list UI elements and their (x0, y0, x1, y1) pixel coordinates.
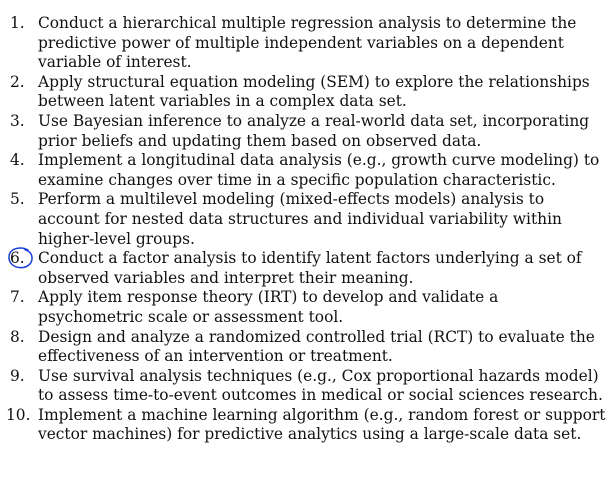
numbered-list (0, 14, 616, 445)
item-text: Implement a machine learning algorithm (e.g., random forest or support vector machines) for predictive analytics using a large-scale data set. (38, 405, 606, 444)
list-item-10 (0, 406, 616, 445)
item-text: Perform a multilevel modeling (mixed-effects models) analysis to account for nested data structures and individual variability within higher-level groups. (38, 190, 562, 248)
item-text: Apply item response theory (IRT) to develop and validate a psychometric scale or assessment tool. (38, 288, 499, 326)
list-item-1 (0, 14, 616, 73)
list-item-7 (0, 288, 616, 327)
item-number: 9. (10, 366, 25, 385)
item-number: 4. (10, 151, 25, 170)
list-item-2 (0, 73, 616, 112)
item-text: Apply structural equation modeling (SEM) to explore the relationships between latent variables in a complex data set. (38, 72, 590, 111)
list-item-6 (0, 249, 616, 288)
list-item-9 (0, 367, 616, 406)
item-text: Design and analyze a randomized controlled trial (RCT) to evaluate the effectiveness of an intervention or treatment. (38, 327, 595, 366)
list-item-3 (0, 112, 616, 151)
list-item-5 (0, 190, 616, 249)
item-text: Use survival analysis techniques (e.g., Cox proportional hazards model) to assess time-to-event outcomes in medical or social sciences research. (38, 366, 603, 405)
item-text: Implement a longitudinal data analysis (e.g., growth curve modeling) to examine changes over time in a specific population characteristic. (38, 151, 600, 189)
item-number: 5. (10, 190, 25, 209)
list-item-4 (0, 151, 616, 190)
item-number: 10. (6, 405, 31, 424)
item-number: 1. (10, 14, 25, 32)
item-number: 8. (10, 327, 25, 346)
item-number: 2. (10, 72, 25, 91)
item-text: Conduct a factor analysis to identify latent factors underlying a set of observed variables and interpret their meaning. (38, 249, 582, 287)
list-item-8 (0, 328, 616, 367)
item-number: 7. (10, 288, 25, 307)
item-number: 3. (10, 111, 25, 130)
item-number: 6. (10, 249, 25, 268)
item-text: Conduct a hierarchical multiple regression analysis to determine the predictive power of multiple independent variables on a dependent variable of interest. (38, 14, 577, 72)
item-text: Use Bayesian inference to analyze a real-world data set, incorporating prior beliefs and updating them based on observed data. (38, 111, 590, 150)
